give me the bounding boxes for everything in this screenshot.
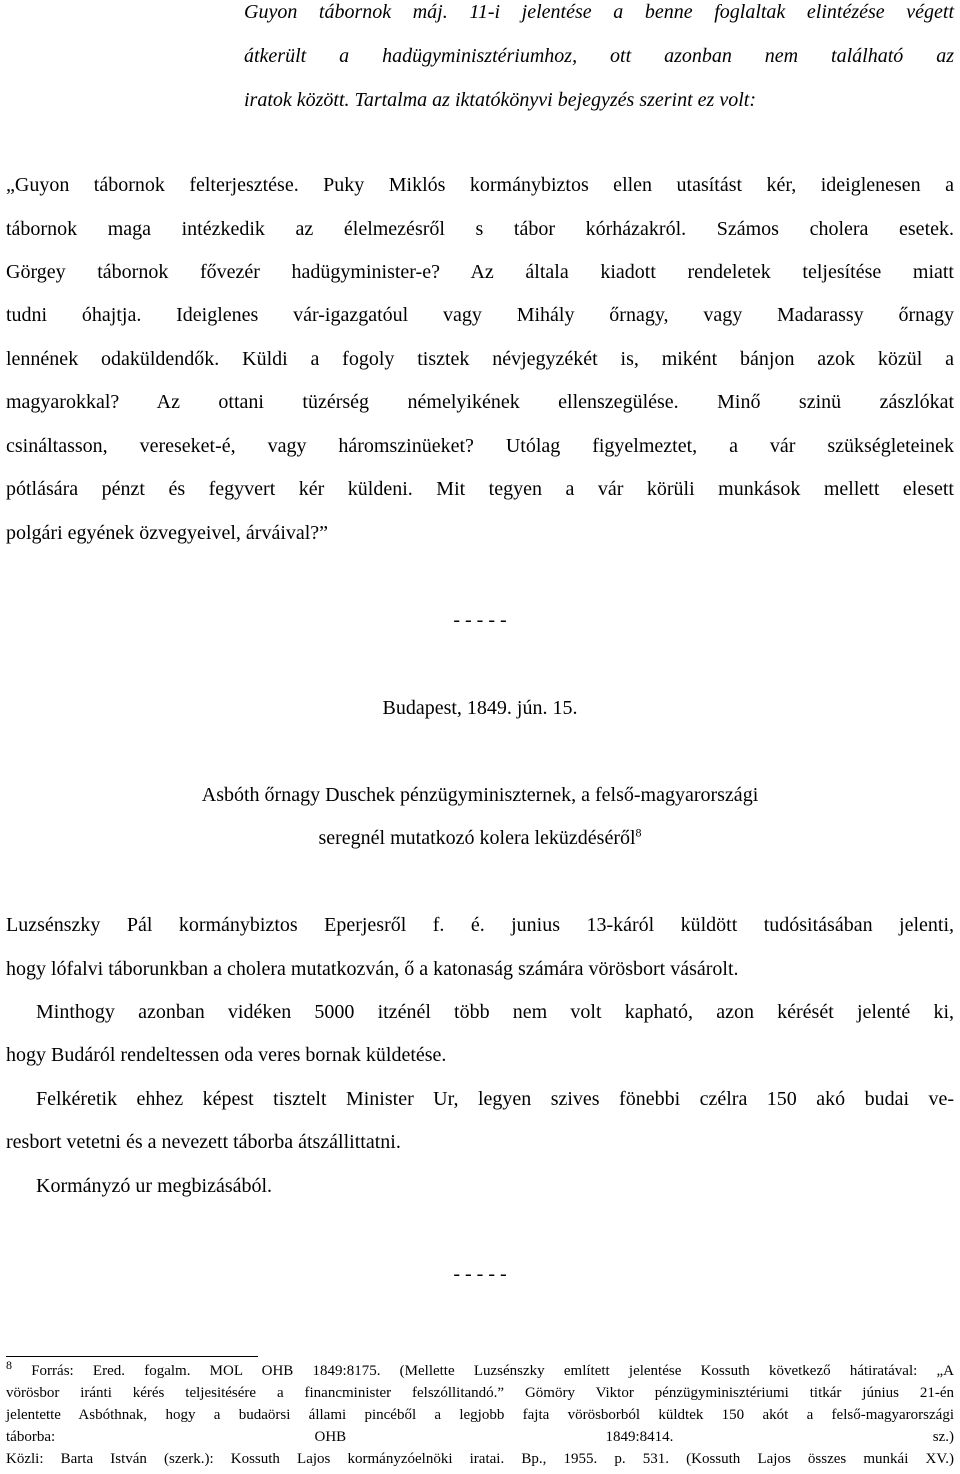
document-heading — [6, 826, 954, 850]
quote-line: tábornok maga intézkedik az élelmezésről s tábor kórházakról. Számos cholera esetek. — [6, 218, 954, 240]
footnote-line: Közli: Barta István (szerk.): Kossuth Lajos kormányzóelnöki iratai. Bp., 1955. p. 531. (Kossuth Lajos összes munkái XV.) — [6, 1451, 954, 1467]
section-separator: - - - - - — [453, 1263, 507, 1285]
body-line: Minthogy azonban vidéken 5000 itzénél több nem volt kapható, azon kérését jelenté ki, — [36, 1001, 954, 1023]
body-line: Kormányzó ur megbizásából. — [36, 1175, 273, 1197]
footnote-line: jelentette Asbóthnak, hogy a budaörsi állami pincéből a legjobb fajta vörösborból küldtek 150 akót a felső-magyarországi — [6, 1407, 954, 1423]
body-line: resbort vetetni és a nevezett táborba átszállittatni. — [6, 1131, 401, 1153]
intro-line: átkerült a hadügyminisztériumhoz, ott azonban nem található az — [244, 45, 954, 67]
quote-line: pótlására pénzt és fegyvert kér küldeni. Mit tegyen a vár körüli munkások mellett elesett — [6, 478, 954, 500]
quote-line: lennének odaküldendők. Küldi a fogoly tisztek névjegyzékét is, miként bánjon azok közül a — [6, 348, 954, 370]
intro-line: iratok között. Tartalma az iktatókönyvi bejegyzés szerint ez volt: — [244, 89, 756, 111]
body-line: hogy lófalvi táborunkban a cholera mutatkozván, ő a katonaság számára vörösbort vásárolt. — [6, 958, 739, 980]
intro-line: Guyon tábornok máj. 11-i jelentése a benne foglaltak elintézése végett — [244, 1, 954, 23]
dateline: Budapest, 1849. jún. 15. — [382, 697, 578, 719]
footnote-ref: 8 — [635, 825, 642, 840]
footnote-divider — [6, 1356, 258, 1357]
body-line: Felkéretik ehhez képest tisztelt Minister Ur, legyen szives fönebbi czélra 150 akó budai ve- — [36, 1088, 954, 1110]
body-line: hogy Budáról rendeltessen oda veres bornak küldetése. — [6, 1044, 447, 1066]
footnote-text: Forrás: Ered. fogalm. MOL OHB 1849:8175. (Mellette Luzsénszky említett jelentése Kossuth következő hátiratával: „A — [31, 1363, 954, 1379]
section-separator: - - - - - — [453, 609, 507, 631]
quote-line: csináltasson, vereseket-é, vagy háromszinüeket? Utólag figyelmeztet, a vár szükségleteinek — [6, 435, 954, 457]
quote-line: magyarokkal? Az ottani tüzérség némelyikének ellenszegülése. Minő szinü zászlókat — [6, 391, 954, 413]
heading-text: seregnél mutatkozó kolera leküzdéséről — [318, 827, 636, 849]
quote-line: polgári egyének özvegyeivel, árváival?” — [6, 522, 329, 544]
footnote-line: vörösbor iránti kérés teljesitésére a financminister felszóllitandó.” Gömöry Viktor pénzügyminisztériumi titkár június 21-én — [6, 1385, 954, 1401]
footnote-line — [6, 1358, 954, 1380]
quote-line: tudni óhajtja. Ideiglenes vár-igazgatóul vagy Mihály őrnagy, vagy Madarassy őrnagy — [6, 304, 954, 326]
footnote-line: táborba: OHB 1849:8414. sz.) — [6, 1429, 954, 1445]
document-heading: Asbóth őrnagy Duschek pénzügyminiszternek, a felső-magyarországi — [201, 784, 759, 806]
body-line: Luzsénszky Pál kormánybiztos Eperjesről f. é. junius 13-káról küldött tudósitásában jelenti, — [6, 914, 954, 936]
footnote-number: 8 — [6, 1358, 12, 1372]
quote-line: „Guyon tábornok felterjesztése. Puky Miklós kormánybiztos ellen utasítást kér, ideiglenesen a — [6, 174, 954, 196]
quote-line: Görgey tábornok fővezér hadügyminister-e? Az általa kiadott rendeletek teljesítése miatt — [6, 261, 954, 283]
